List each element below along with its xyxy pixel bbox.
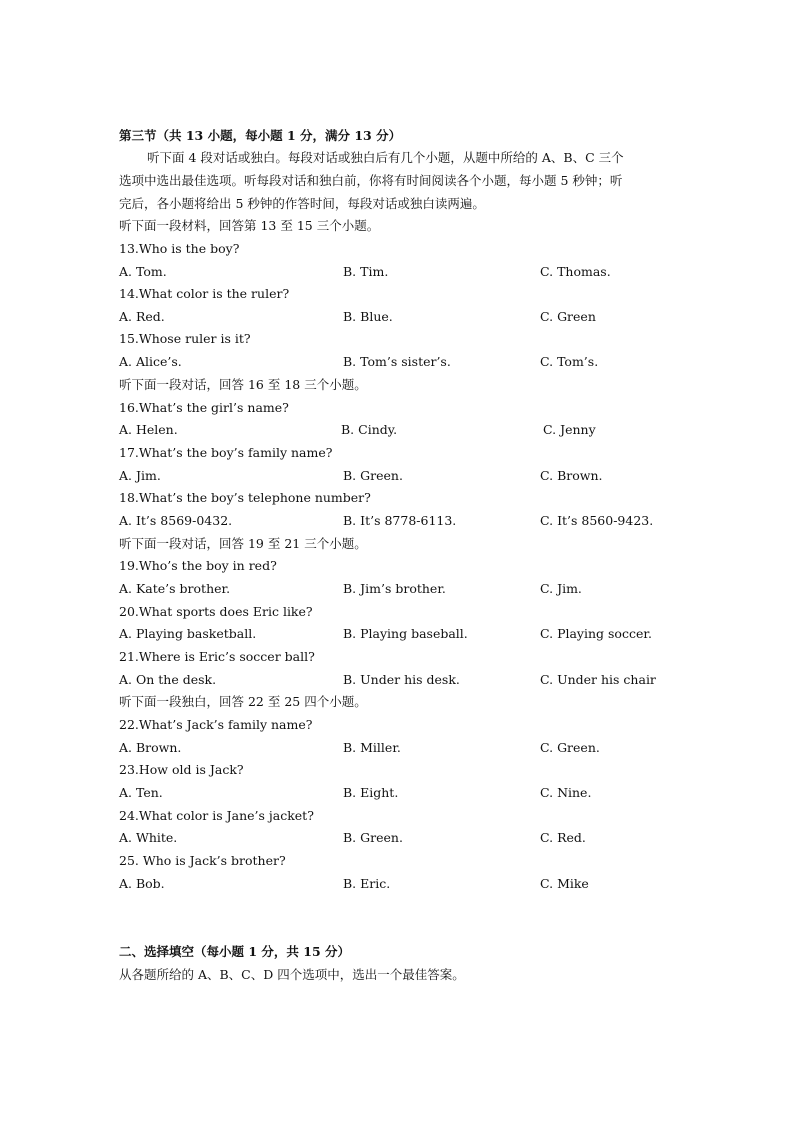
option-a: A. Playing basketball. [119,626,257,641]
part2-heading: 二、选择填空（每小题 1 分，共 15 分） [119,944,351,959]
question-text: 23.How old is Jack? [119,762,244,777]
option-b: B. Jim’s brother. [343,581,446,596]
question-text: 21.Where is Eric’s soccer ball? [119,649,315,664]
question-text: 20.What sports does Eric like? [119,604,313,619]
question-text: 22.What’s Jack’s family name? [119,717,313,732]
option-a: A. Red. [119,309,165,324]
part2-instruction: 从各题所给的 A、B、C、D 四个选项中，选出一个最佳答案。 [119,967,465,982]
group-intro: 听下面一段材料，回答第 13 至 15 三个小题。 [119,218,380,233]
question-text: 14.What color is the ruler? [119,286,290,301]
instruction-line: 听下面 4 段对话或独白。每段对话或独白后有几个小题，从题中所给的 A、B、C 三个 [147,150,624,165]
question-text: 18.What’s the boy’s telephone number? [119,490,371,505]
option-a: A. Ten. [119,785,163,800]
option-c: C. Green. [540,740,600,755]
option-a: A. Kate’s brother. [119,581,231,596]
option-c: C. Under his chair [540,672,656,687]
option-a: A. Alice’s. [119,354,182,369]
option-c: C. Playing soccer. [540,626,652,641]
option-a: A. Helen. [119,422,178,437]
option-c: C. Nine. [540,785,592,800]
option-a: A. Bob. [119,876,165,891]
option-b: B. Blue. [343,309,393,324]
instruction-line: 选项中选出最佳选项。听每段对话和独白前，你将有时间阅读各个小题，每小题 5 秒钟；听 [119,173,623,188]
group-intro: 听下面一段独白，回答 22 至 25 四个小题。 [119,694,367,709]
option-a: A. Jim. [119,468,161,483]
option-a: A. Tom. [119,264,167,279]
question-text: 13.Who is the boy? [119,241,240,256]
option-b: B. Under his desk. [343,672,460,687]
option-a: A. Brown. [119,740,182,755]
group-intro: 听下面一段对话，回答 16 至 18 三个小题。 [119,377,367,392]
option-c: C. Jim. [540,581,582,596]
option-c: C. Jenny [543,422,596,437]
question-text: 16.What’s the girl’s name? [119,400,289,415]
option-a: A. It’s 8569-0432. [119,513,233,528]
question-text: 24.What color is Jane’s jacket? [119,808,314,823]
option-c: C. Brown. [540,468,603,483]
option-c: C. It’s 8560-9423. [540,513,654,528]
question-text: 19.Who’s the boy in red? [119,558,277,573]
option-c: C. Green [540,309,596,324]
option-b: B. Miller. [343,740,401,755]
option-c: C. Tom’s. [540,354,599,369]
option-b: B. Tom’s sister’s. [343,354,451,369]
option-c: C. Red. [540,830,586,845]
question-text: 17.What’s the boy’s family name? [119,445,333,460]
option-b: B. Tim. [343,264,389,279]
option-b: B. It’s 8778-6113. [343,513,457,528]
option-b: B. Cindy. [341,422,398,437]
question-text: 25. Who is Jack’s brother? [119,853,286,868]
option-c: C. Thomas. [540,264,611,279]
option-b: B. Eight. [343,785,399,800]
option-c: C. Mike [540,876,589,891]
option-a: A. On the desk. [119,672,217,687]
option-b: B. Eric. [343,876,391,891]
option-b: B. Green. [343,830,403,845]
option-b: B. Playing baseball. [343,626,468,641]
group-intro: 听下面一段对话，回答 19 至 21 三个小题。 [119,536,367,551]
section3-heading: 第三节（共 13 小题，每小题 1 分，满分 13 分） [119,128,402,143]
option-a: A. White. [119,830,178,845]
option-b: B. Green. [343,468,403,483]
question-text: 15.Whose ruler is it? [119,331,251,346]
instruction-line: 完后，各小题将给出 5 秒钟的作答时间，每段对话或独白读两遍。 [119,196,485,211]
